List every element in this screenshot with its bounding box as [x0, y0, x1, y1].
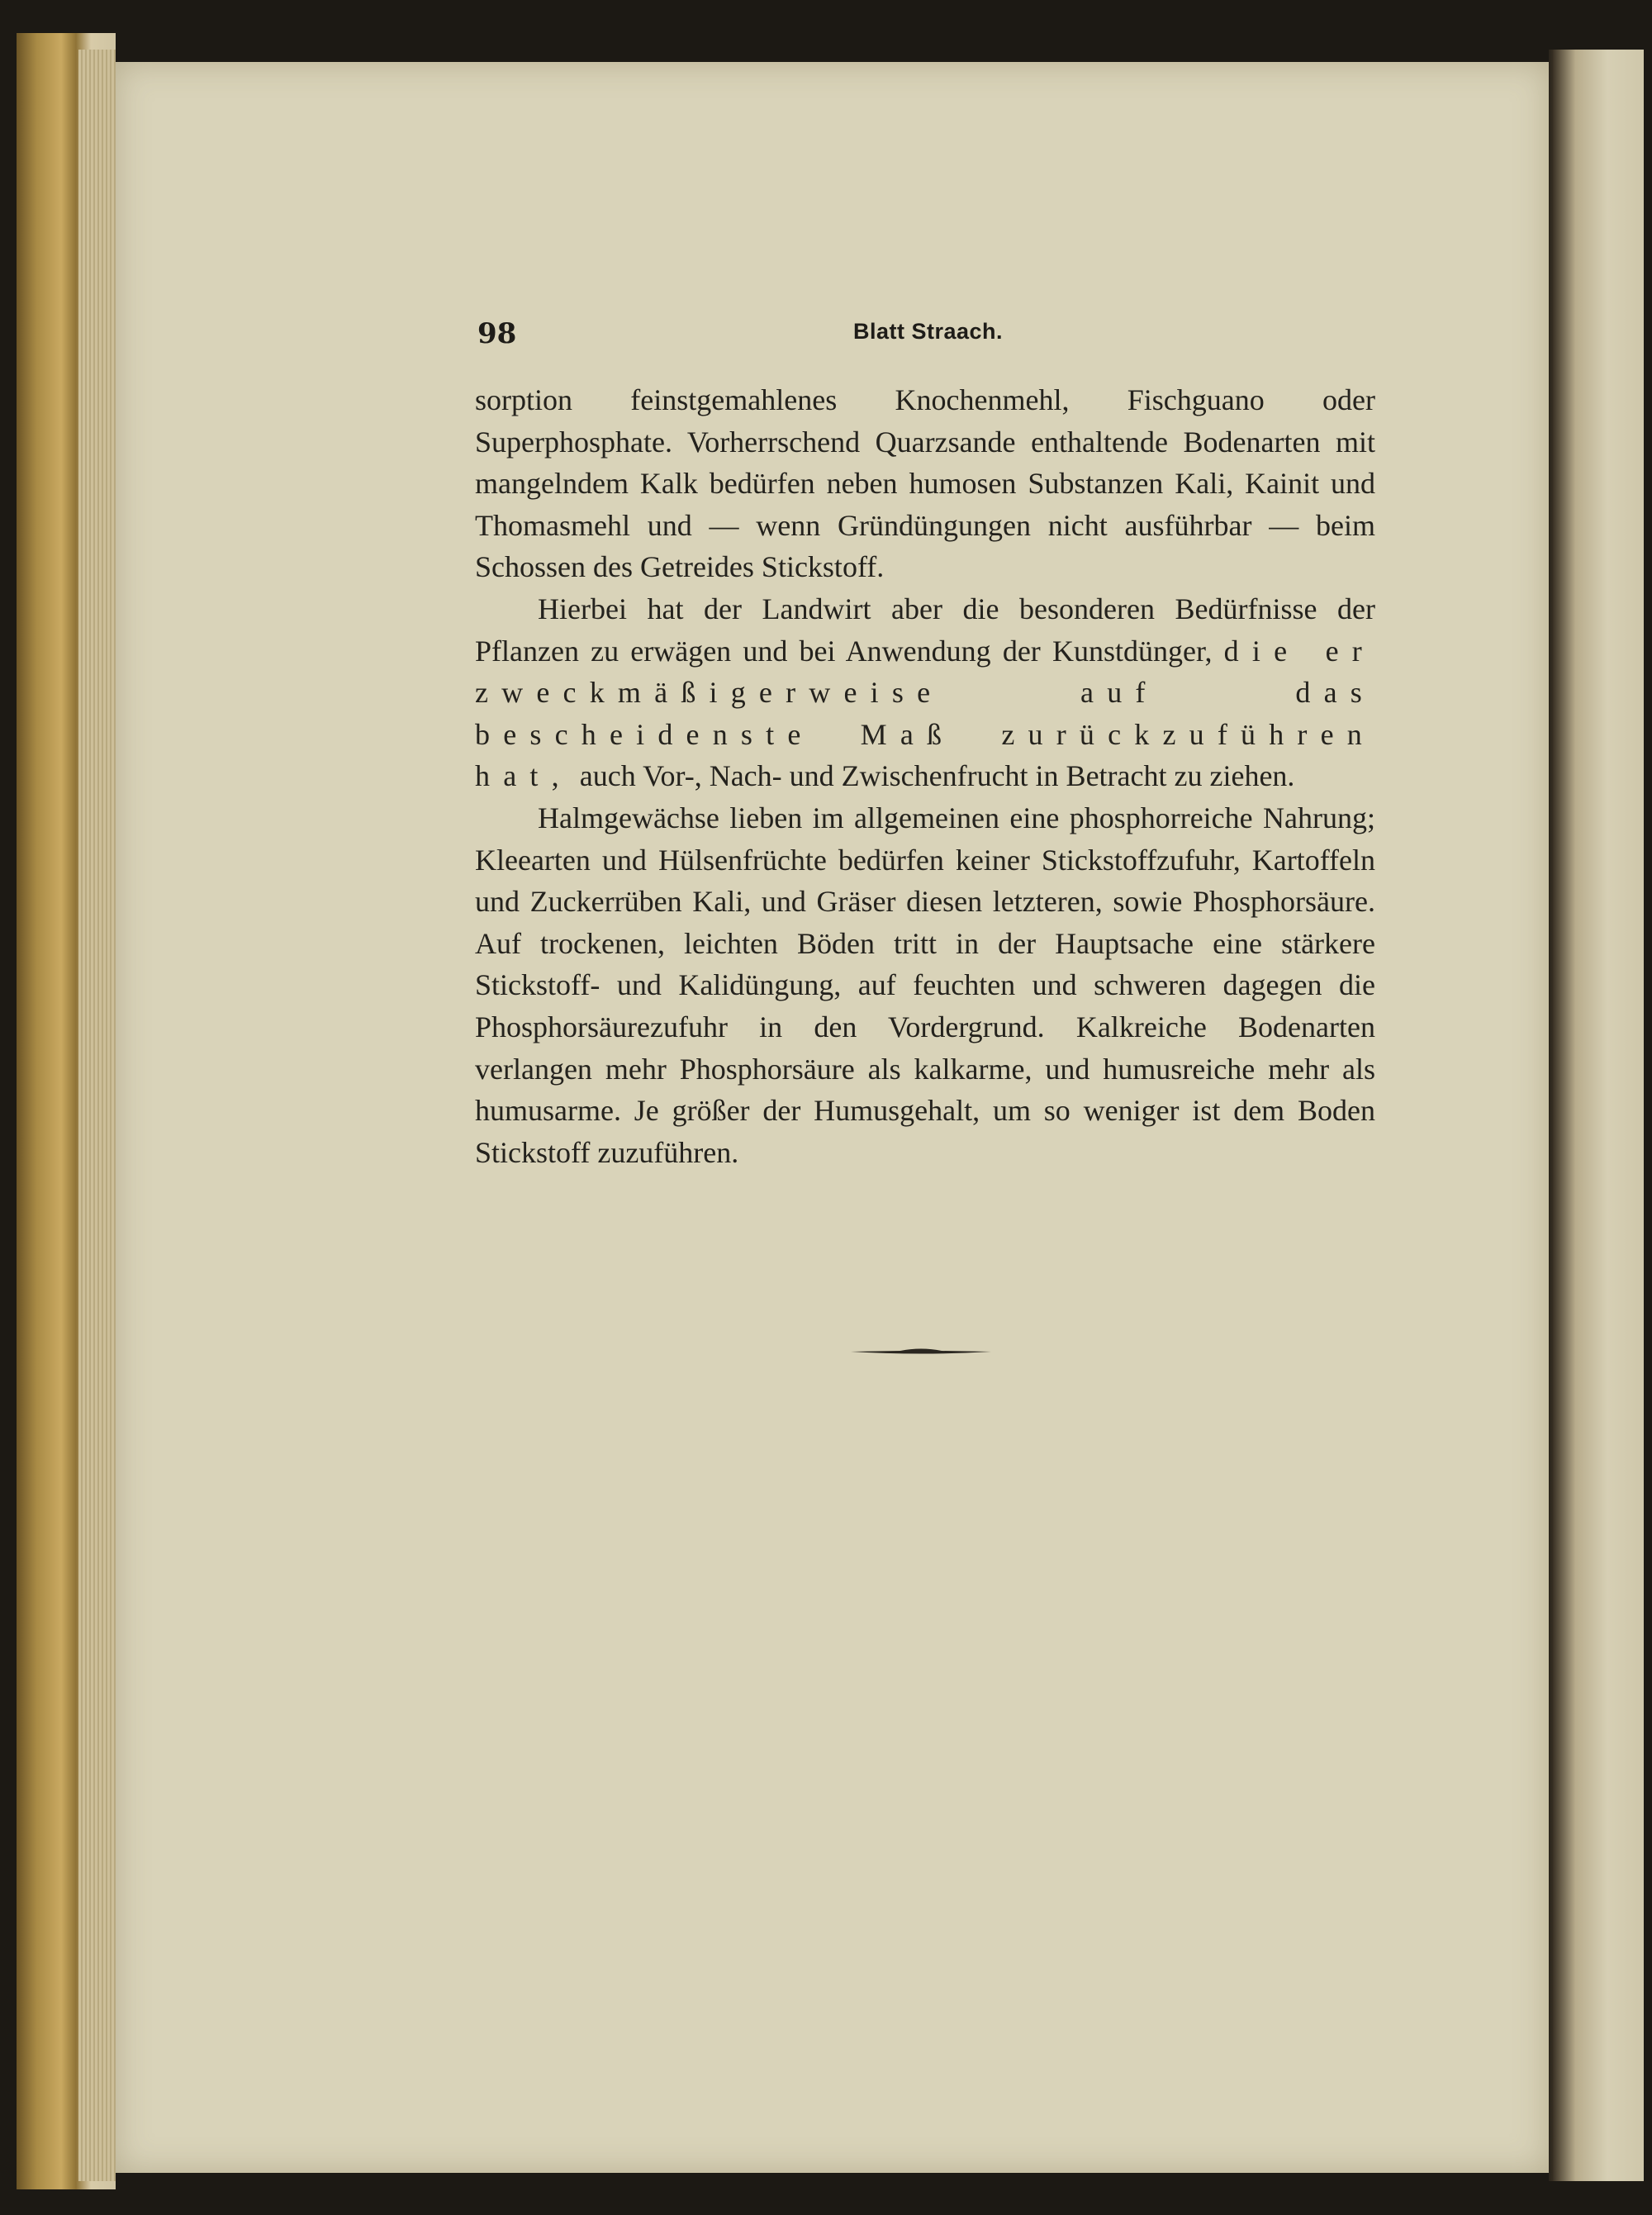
body-text	[475, 379, 1375, 1173]
paragraph-3: Halmgewächse lieben im allgemeinen eine phosphorreiche Nahrung; Kleearten und Hülsenfrüchte bedürfen keiner Stickstoffzufuhr, Kartoffeln und Zuckerrüben Kali, und Gräser diesen letzteren, sowie Phosphorsäure. Auf trockenen, leichten Böden tritt in der Hauptsache eine stärkere Stickstoff- und Kalidüngung, auf feuchten und schweren dagegen die Phosphorsäurezufuhr in den Vordergrund. Kalkreiche Bodenarten verlangen mehr Phosphorsäure als kalkarme, und humusreiche mehr als humusarme. Je größer der Humusgehalt, um so weniger ist dem Boden Stickstoff zuzuführen.	[475, 801, 1375, 1169]
end-ornament	[851, 1346, 991, 1357]
facing-page-edge	[1553, 50, 1644, 2181]
running-title: Blatt Straach.	[853, 319, 1004, 344]
paragraph-1: sorption feinstgemahlenes Knochenmehl, Fischguano oder Superphosphate. Vorherrschend Quarzsande enthaltende Bodenarten mit mangelndem Kalk bedürfen neben humosen Substanzen Kali, Kainit und Thomasmehl und — wenn Gründüngungen nicht ausführbar — beim Schossen des Getreides Stickstoff.	[475, 383, 1375, 584]
page-number: 98	[477, 317, 517, 350]
paragraph-2	[475, 588, 1375, 797]
paragraph-2-end: auch Vor-, Nach- und Zwischenfrucht in Betracht zu ziehen.	[579, 759, 1295, 793]
paragraph-2-start: Hierbei hat der Landwirt aber die besonderen Bedürfnisse der Pflanzen zu erwägen und bei Anwendung der Kunstdünger,	[475, 592, 1375, 668]
running-head	[477, 312, 1378, 354]
paragraph-2-emphasis: die er zweckmäßigerweise auf das bescheidenste Maß zurückzuführen hat,	[475, 634, 1375, 793]
page-stack-lines	[78, 50, 116, 2181]
